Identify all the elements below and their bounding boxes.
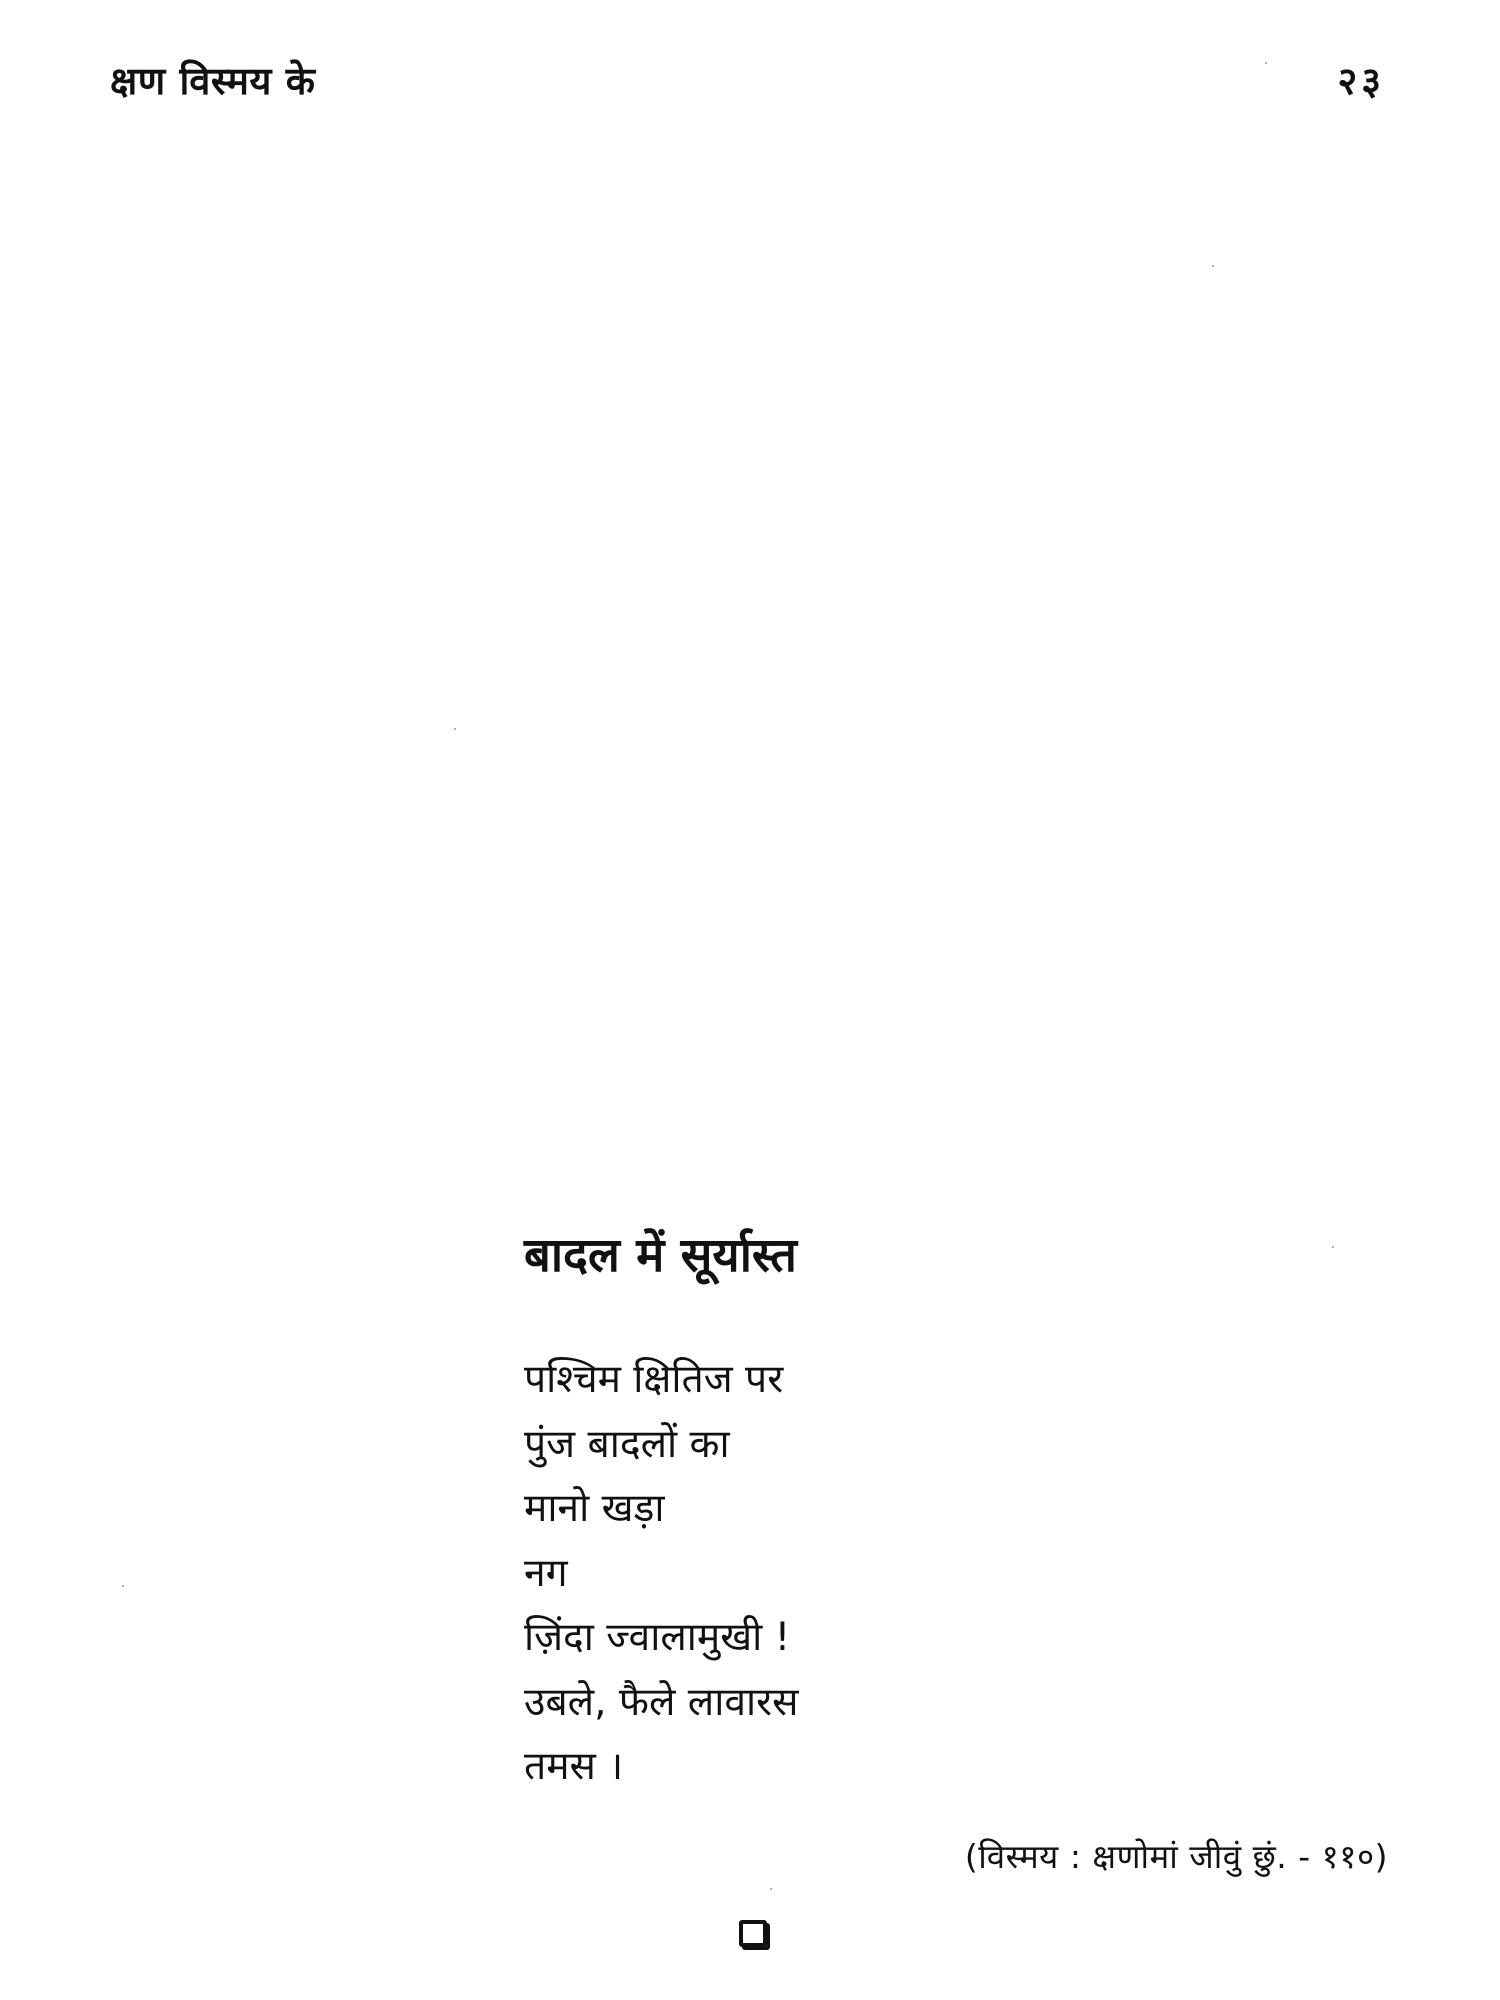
- poem-line: पश्चिम क्षितिज पर: [524, 1357, 784, 1402]
- end-of-poem-box-icon: [739, 1920, 767, 1947]
- poem-line: उबले, फैले लावारस: [524, 1679, 799, 1725]
- page-number: २३: [1337, 59, 1385, 103]
- poem-title: बादल में सूर्यास्त: [524, 1228, 797, 1283]
- poem-line: तमस ।: [524, 1744, 624, 1789]
- scan-speck: [122, 1585, 124, 1587]
- scan-speck: [454, 728, 456, 730]
- poem-line: नग: [524, 1550, 568, 1596]
- scan-speck: [1212, 265, 1214, 267]
- poem: [524, 1222, 1224, 1800]
- source-citation: (विस्मय : क्षणोमां जीवुं छुं. - ११०): [964, 1837, 1388, 1876]
- poem-body: [524, 1348, 1224, 1800]
- running-title: क्षण विस्मय के: [110, 59, 316, 103]
- poem-line: मानो खड़ा: [524, 1486, 665, 1531]
- poem-line: पुंज बादलों का: [524, 1421, 730, 1467]
- scan-speck: [1265, 62, 1267, 64]
- running-header: [110, 52, 1385, 108]
- poem-line: ज़िंदा ज्वालामुखी !: [524, 1615, 791, 1660]
- scan-speck: [1332, 1246, 1334, 1248]
- scan-speck: [770, 1888, 772, 1890]
